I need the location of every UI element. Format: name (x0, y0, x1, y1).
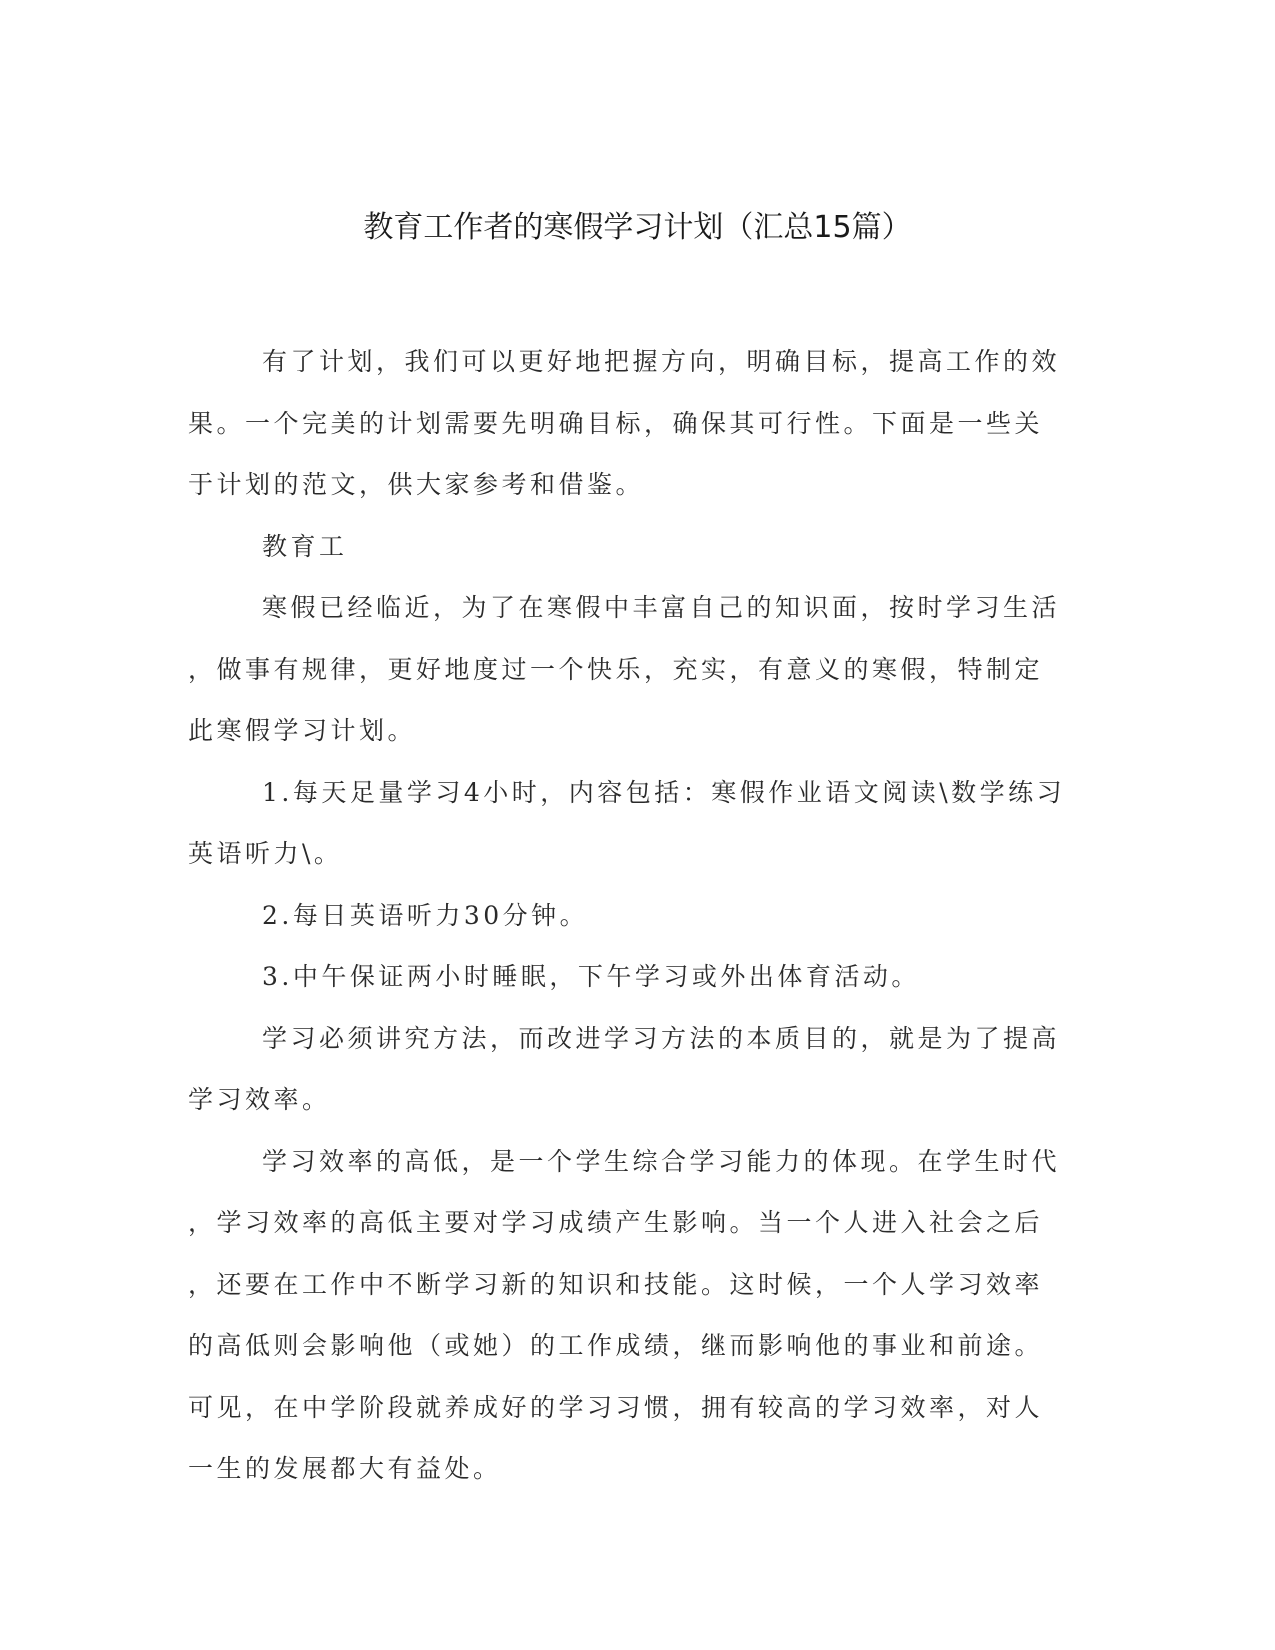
paragraph (188, 577, 1088, 762)
text-line: 2.每日英语听力30分钟。 (262, 900, 589, 930)
paragraph (188, 762, 1088, 885)
text-line: 3.中午保证两小时睡眠，下午学习或外出体育活动。 (262, 962, 920, 991)
text-line: 的高低则会影响他（或她）的工作成绩，继而影响他的事业和前途。 (188, 1331, 1044, 1360)
paragraph (188, 885, 1088, 947)
text-line: 有了计划，我们可以更好地把握方向，明确目标，提高工作的效 (262, 347, 1061, 376)
text-line: 学习效率。 (188, 1085, 331, 1114)
document-title: 教育工作者的寒假学习计划（汇总15篇） (363, 210, 912, 245)
text-line: 1.每天足量学习4小时，内容包括：寒假作业语文阅读\数学练习 (262, 777, 1066, 807)
paragraph (188, 1131, 1088, 1500)
text-line: 学习必须讲究方法，而改进学习方法的本质目的，就是为了提高 (262, 1023, 1061, 1053)
text-line: 可见，在中学阶段就养成好的学习习惯，拥有较高的学习效率，对人 (188, 1392, 1044, 1422)
paragraph (188, 516, 1088, 578)
text-line: 于计划的范文，供大家参考和借鉴。 (188, 470, 645, 499)
document-body (188, 331, 1088, 1500)
paragraph (188, 331, 1088, 516)
text-line: 学习效率的高低，是一个学生综合学习能力的体现。在学生时代 (262, 1146, 1061, 1176)
paragraph (188, 1008, 1088, 1131)
text-line: 果。一个完美的计划需要先明确目标，确保其可行性。下面是一些关 (188, 408, 1044, 438)
text-line: 一生的发展都大有益处。 (188, 1454, 502, 1483)
text-line: 寒假已经临近，为了在寒假中丰富自己的知识面，按时学习生活 (262, 593, 1061, 622)
text-line: 教育工 (262, 531, 348, 561)
text-line: 英语听力\。 (188, 839, 343, 868)
text-line: ，做事有规律，更好地度过一个快乐，充实，有意义的寒假，特制定 (188, 654, 1044, 684)
text-line: ，还要在工作中不断学习新的知识和技能。这时候，一个人学习效率 (188, 1269, 1044, 1299)
text-line: 此寒假学习计划。 (188, 716, 417, 745)
paragraph (188, 946, 1088, 1008)
text-line: ，学习效率的高低主要对学习成绩产生影响。当一个人进入社会之后 (188, 1208, 1044, 1237)
